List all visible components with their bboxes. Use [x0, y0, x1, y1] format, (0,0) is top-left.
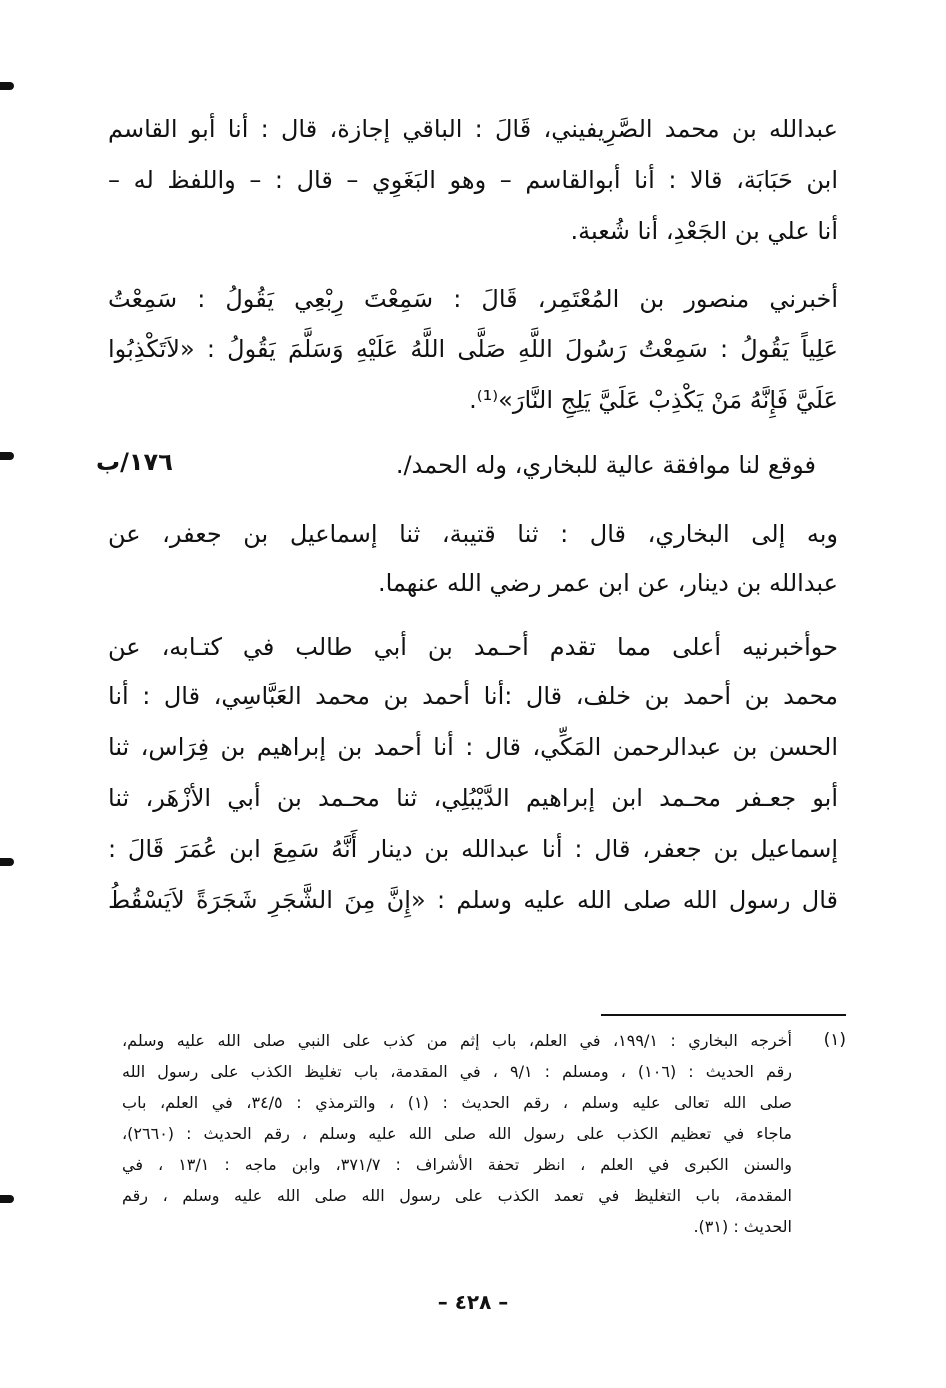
scan-edge-mark [0, 452, 14, 460]
body-line-15: قال رسول الله صلى الله عليه وسلم : «إِنَّ مِنَ الشَّجَرِ شَجَرَةً لاَيَسْقُطُ [108, 886, 838, 914]
body-line-12: الحسن بن عبدالرحمن المَكِّي، قال : أنا أحمد بن إبراهيم بن فِرَاس، ثنا [108, 733, 838, 761]
body-line-4: أخبرني منصور بن المُعْتَمِر، قَالَ : سَمِعْتَ رِبْعِي يَقُولُ : سَمِعْتُ [108, 285, 838, 313]
body-line-14: إسماعيل بن جعفر، قال : أنا عبدالله بن دينار أَنَّهُ سَمِعَ ابن عُمَرَ قَالَ : [108, 835, 838, 863]
footnote-divider [601, 1014, 846, 1016]
body-line-3: أنا علي بن الجَعْدِ، أنا شُعبة. [570, 217, 838, 245]
margin-folio-note: ١٧٦/ب [96, 448, 173, 476]
footnote-line-7: الحديث : (٣١). [693, 1217, 792, 1236]
body-line-10: حوأخبرنيه أعلى مما تقدم أحـمد بن أبي طالب في كتـابه، عن [108, 633, 838, 661]
body-line-7: فوقع لنا موافقة عالية للبخاري، وله الحمد/. [395, 451, 816, 479]
scan-edge-mark [0, 1195, 14, 1203]
scan-edge-mark [0, 858, 14, 866]
body-line-8: وبه إلى البخاري، قال : ثنا قتيبة، ثنا إسماعيل بن جعفر، عن [108, 520, 838, 548]
footnote-line-1: أخرجه البخاري : ١٩٩/١، في العلم، باب إثم من كذب على النبي صلى الله عليه وسلم، [122, 1031, 792, 1050]
footnote-line-6: المقدمة، باب التغليظ في تعمد الكذب على رسول الله صلى الله عليه وسلم ، رقم [122, 1186, 792, 1205]
body-line-13: أبو جعـفر محـمد ابن إبراهيم الدَّيْبُلِي، ثنا محـمد بن أبي الأزْهَر، ثنا [108, 784, 838, 812]
body-line-6: عَلَيَّ فَإِنَّهُ مَنْ يَكْذِبْ عَلَيَّ يَلِجِ النَّارَ»⁽¹⁾. [469, 386, 838, 414]
body-line-9: عبدالله بن دينار، عن ابن عمر رضي الله عنهما. [377, 569, 838, 597]
scan-edge-mark [0, 82, 14, 90]
footnote-line-3: صلى الله تعالى عليه وسلم ، رقم الحديث : (١) ، والترمذي : ٣٤/٥، في العلم، باب [122, 1093, 792, 1112]
page-number: – ٤٢٨ – [437, 1290, 509, 1314]
footnote-line-4: ماجاء في تعظيم الكذب على رسول الله صلى الله عليه وسلم ، رقم الحديث : (٢٦٦٠)، [122, 1124, 792, 1143]
footnote-number: (١) [823, 1030, 846, 1050]
footnote-line-2: رقم الحديث : (١٠٦) ، ومسلم : ٩/١ ، في المقدمة، باب تغليظ الكذب على رسول الله [122, 1062, 793, 1081]
body-line-11: محمد بن أحمد بن خلف، قال :أنا أحمد بن محمد العَبَّاسِي، قال : أنا [108, 682, 838, 710]
body-line-1: عبدالله بن محمد الصَّرِيفيني، قَالَ : الباقي إجازة، قال : أنا أبو القاسم [108, 115, 838, 143]
body-line-2: ابن حَبَابَة، قالا : أنا أبوالقاسم – وهو البَغَوِي – قال : – واللفظ له – [108, 166, 838, 194]
footnote-line-5: والسنن الكبرى في العلم ، انظر تحفة الأشراف : ٣٧١/٧، وابن ماجه : ١٣/١ ، في [122, 1155, 792, 1174]
body-line-5: عَلِياً يَقُولُ : سَمِعْتُ رَسُولَ اللَّهِ صَلَّى اللَّهُ عَلَيْهِ وَسَلَّمَ يَقُولُ : «لاَتَكْذِبُوا [108, 335, 838, 363]
